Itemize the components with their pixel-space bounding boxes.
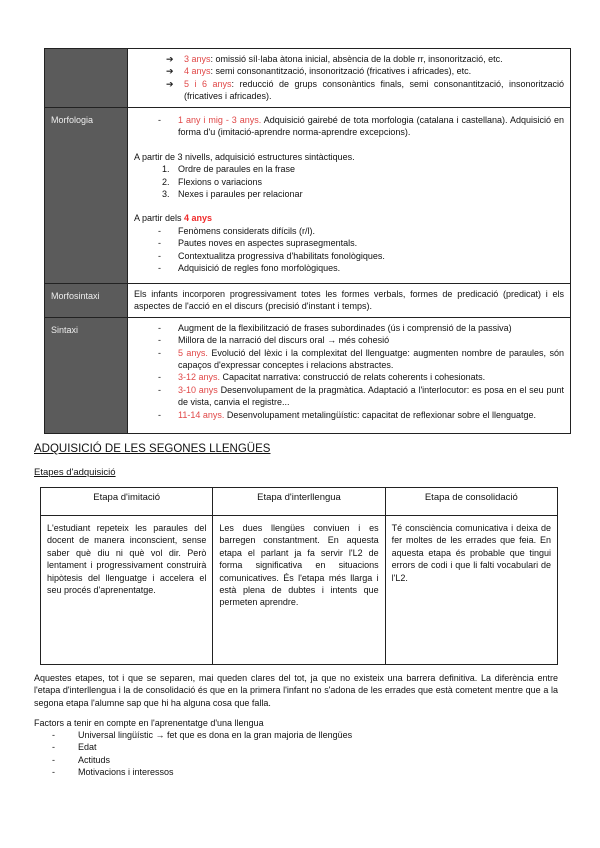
- factors-title: Factors a tenir en compte en l'aprenentatge d'una llengua: [34, 718, 264, 728]
- column-header: Etapa d'imitació: [41, 488, 213, 516]
- list-item: - 11-14 anys. Desenvolupament metalingüístic: capacitat de reflexionar sobre el llenguatge.: [146, 409, 564, 421]
- list-item: - Adquisició de regles fono morfològiques.: [146, 262, 564, 274]
- factors-section: [34, 717, 558, 778]
- list-item: - Augment de la flexibilització de frases subordinades (ús i comprensió de la passiva): [146, 322, 564, 334]
- from-text: A partir dels 4 anys: [134, 213, 213, 224]
- table-header-row: [41, 488, 558, 516]
- list-item: - Contextualitza progressiva d'habilitats fonològiques.: [146, 250, 564, 262]
- row-label: Morfosintaxi: [45, 284, 128, 318]
- table-cell: L'estudiant repeteix les paraules del docent de manera inconscient, sense saber què diu ni què vol dir. Però lentament i progressivament construirà hipòtesis del llenguatge i accelera el seu procés d'aprenentatge.: [41, 516, 213, 665]
- list-item: 3. Nexes i paraules per relacionar: [162, 189, 303, 200]
- list-item: ➔ 3 anys: omissió síl·laba àtona inicial, absència de la doble rr, insonorització, etc.: [154, 53, 564, 65]
- list-item: ➔ 4 anys: semi consonantització, insonorització (fricatives i africades), etc.: [154, 65, 564, 77]
- list-item: - Edat: [40, 741, 558, 753]
- table-row: [45, 49, 571, 108]
- row-label: Morfologia: [45, 108, 128, 284]
- list-item: - 5 anys. Evolució del lèxic i la complexitat del llenguatge: augmenten nombre de paraules, són capaços d'expressar conceptes i relacions abstractes.: [146, 347, 564, 372]
- table-cell: Les dues llengües conviuen i es barregen constantment. En aquesta etapa el parlant ja fa servir l'L2 de forma significativa en situacions comunicatives. És l'etapa més llarga i està plena de dubtes i intents que permeten aprendre.: [213, 516, 385, 665]
- list-item: - Pautes noves en aspectes suprasegmentals.: [146, 237, 564, 249]
- acquisition-stages-table: [40, 487, 558, 665]
- arrow-list: [134, 53, 564, 103]
- table-cell: Té consciència comunicativa i deixa de fer moltes de les errades que feia. En aquesta etapa és probable que tingui errors de codi i que li falti vocabulari de l'L2.: [385, 516, 557, 665]
- language-development-table: [44, 48, 571, 434]
- list-item: - Motivacions i interessos: [40, 766, 558, 778]
- list-item: - Universal lingüístic → fet que es dona en la gran majoria de llengües: [40, 729, 558, 741]
- row-label: [45, 49, 128, 108]
- column-header: Etapa de consolidació: [385, 488, 557, 516]
- row-label: Sintaxi: [45, 317, 128, 433]
- table-row: [45, 317, 571, 433]
- table-row: [45, 108, 571, 284]
- list-item: - 3-12 anys. Capacitat narrativa: construcció de relats coherents i cohesionats.: [146, 371, 564, 383]
- list-item: - 3-10 anys Desenvolupament de la pragmàtica. Adaptació a l'interlocutor: es posa en el seu punt de vista, canvia el registre...: [146, 384, 564, 409]
- body-paragraph: Aquestes etapes, tot i que se separen, mai queden clares del tot, ja que no existeix una barrera definitiva. La diferència entre l'etapa d'interllengua i la de consolidació és que en la primera l'infant no s'adona de les errades que està cometent mentre que a la segona etapa l'alumne sap que hi ha alguna cosa que falla.: [34, 673, 558, 708]
- subsection-title: Etapes d'adquisició: [34, 467, 116, 478]
- list-item: - Fenòmens considerats difícils (r/l).: [146, 225, 564, 237]
- list-item: ➔ 5 i 6 anys: reducció de grups consonàntics finals, semi consonantització, insonorització (fricatives i africades).: [154, 78, 564, 103]
- intro-text: A partir de 3 nivells, adquisició estructures sintàctiques.: [134, 151, 355, 162]
- table-row: Morfosintaxi Els infants incorporen progressivament totes les formes verbals, formes de predicació (predicat) i els aspectes de l'acció en el discurs (precisió d'instant i temps).: [45, 284, 571, 318]
- table-row: [41, 516, 558, 665]
- list-item: - Millora de la narració del discurs oral → més cohesió: [146, 334, 564, 346]
- list-item: 2. Flexions o variacions: [162, 176, 263, 187]
- list-item: - Actituds: [40, 754, 558, 766]
- list-item: 1. Ordre de paraules en la frase: [162, 164, 296, 175]
- section-title: ADQUISICIÓ DE LES SEGONES LLENGÜES: [34, 443, 271, 455]
- column-header: Etapa d'interllengua: [213, 488, 385, 516]
- list-item: - 1 any i mig - 3 anys. Adquisició gairebé de tota morfologia (catalana i castellana). Adquisició en forma d'u (imitació-aprendre norma-aprendre excepcions).: [146, 114, 564, 139]
